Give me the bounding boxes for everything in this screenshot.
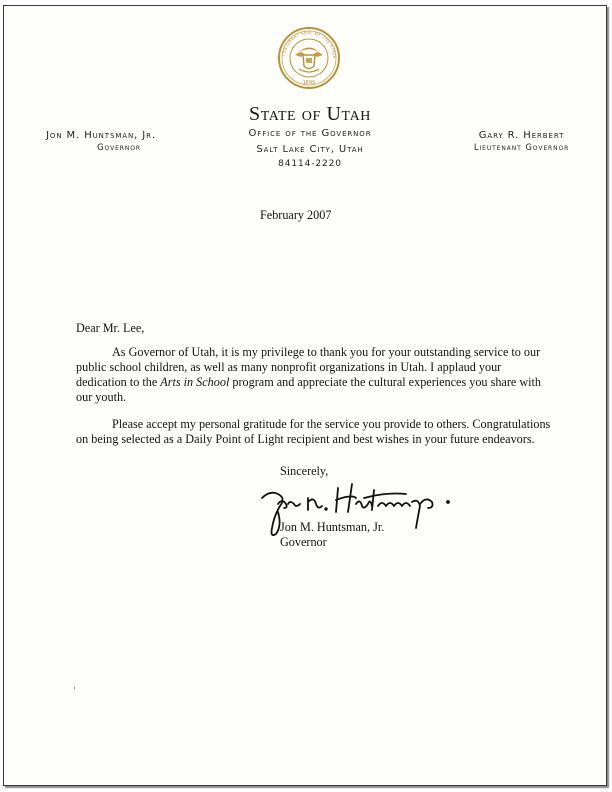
paragraph-2-line-2: on being selected as a Daily Point of Light recipient and best wishes in your future endeavors. [76, 432, 535, 446]
paragraph-1-line-4: our youth. [76, 390, 127, 404]
program-name: Arts in School [160, 375, 230, 389]
paragraph-1-line-3b: program and appreciate the cultural experiences you share with [229, 375, 542, 389]
governor-title: Governor [97, 143, 141, 153]
letter-date: February 2007 [260, 208, 332, 222]
signer-title: Governor [280, 535, 327, 549]
signer-name: Jon M. Huntsman, Jr. [280, 520, 385, 534]
scan-speck [74, 687, 75, 689]
seal-year: 1896 [302, 80, 316, 86]
lieutenant-governor-title: Lieutenant Governor [473, 143, 570, 153]
paragraph-1-line-3a: dedication to the [76, 375, 161, 389]
paragraph-1-line-2: public school children, as well as many nonprofit organizations in Utah. I applaud your [76, 360, 502, 374]
paragraph-2 [76, 417, 596, 447]
paragraph-1 [76, 345, 596, 405]
seal-ring-text: THE GREAT SEAL OF THE STATE [281, 29, 338, 60]
office-zip: 84114-2220 [278, 159, 342, 169]
closing: Sincerely, [280, 464, 329, 478]
salutation: Dear Mr. Lee, [76, 321, 145, 335]
governor-name: Jon M. Huntsman, Jr. [46, 130, 156, 141]
office-name: Office of the Governor [248, 128, 372, 139]
office-city: Salt Lake City, Utah [256, 144, 364, 155]
lieutenant-governor-name: Gary R. Herbert [478, 130, 565, 141]
paragraph-1-line-1: As Governor of Utah, it is my privilege to thank you for your outstanding service to our [112, 345, 541, 359]
paragraph-2-line-1: Please accept my personal gratitude for the service you provide to others. Congratulations [112, 417, 551, 431]
letterhead-title: State of Utah [248, 103, 371, 125]
great-seal-of-utah-icon [277, 26, 341, 90]
letter-page [3, 5, 607, 786]
